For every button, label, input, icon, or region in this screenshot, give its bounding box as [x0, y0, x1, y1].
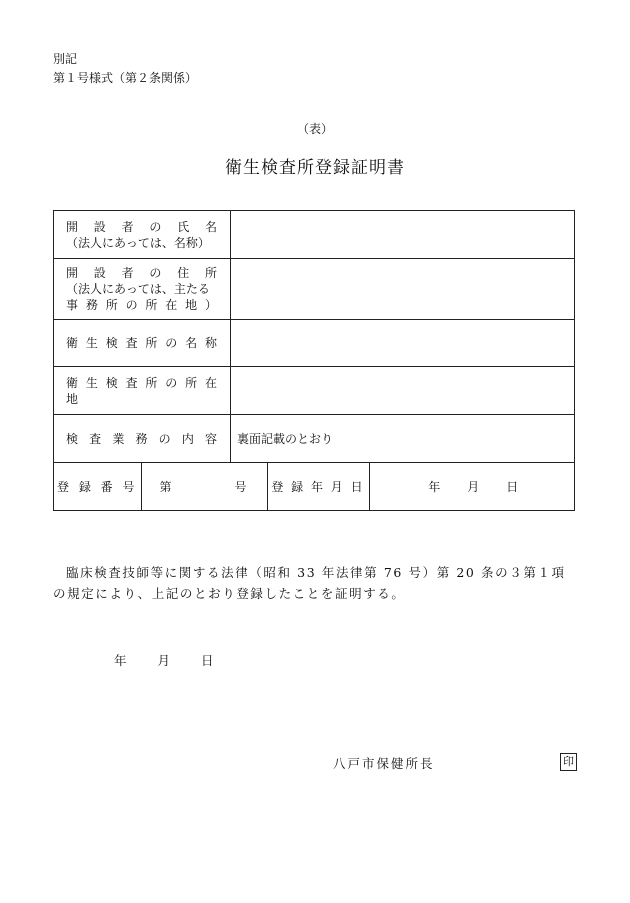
row-lab-location [54, 367, 575, 415]
inspection-work-value[interactable]: 裏面記載のとおり [231, 415, 575, 463]
founder-address-label-line2: （法人にあっては、主たる [66, 282, 210, 296]
issue-date [114, 651, 214, 669]
founder-name-label [54, 211, 231, 259]
registration-date-day: 日 [506, 480, 519, 494]
certification-statement: 臨床検査技師等に関する法律（昭和 33 年法律第 76 号）第 20 条の３第１項の規定により、上記のとおり登録したことを証明する。 [53, 565, 566, 601]
registration-date-month: 月 [467, 480, 480, 494]
founder-address-label-line3: 事 務 所 の 所 在 地 ） [66, 298, 218, 312]
annex-label: 別記 [53, 52, 78, 66]
registration-date-field[interactable] [369, 463, 575, 510]
registration-number-field[interactable] [141, 463, 267, 510]
row-inspection-work [54, 415, 575, 463]
founder-address-value[interactable] [231, 259, 575, 320]
side-label: （表） [296, 122, 333, 136]
lab-name-value[interactable] [231, 320, 575, 367]
issue-date-year: 年 [114, 653, 127, 668]
form-number: 第１号様式（第２条関係） [53, 71, 198, 85]
seal-mark: 印 [560, 753, 577, 771]
issue-date-month: 月 [157, 653, 171, 668]
inspection-work-label-cell [54, 415, 231, 463]
registration-date-label: 登 録 年 月 日 [267, 463, 369, 510]
lab-name-label: 衛 生 検 査 所 の 名 称 [66, 336, 218, 350]
registration-subtable [54, 463, 575, 510]
registration-form-table [53, 210, 575, 511]
registration-number-suffix: 号 [234, 480, 247, 494]
founder-name-value[interactable] [231, 211, 575, 259]
issuer-name: 八戸市保健所長 [333, 756, 435, 771]
founder-address-label [54, 259, 231, 320]
founder-name-label-line2: （法人にあっては、名称） [66, 235, 210, 250]
registration-date-year: 年 [428, 480, 441, 494]
founder-address-label-line1: 開 設 者 の 住 所 [66, 266, 218, 280]
founder-name-label-line1: 開 設 者 の 氏 名 [66, 219, 218, 234]
row-registration [54, 463, 575, 511]
lab-location-label: 衛 生 検 査 所 の 所 在 地 [66, 375, 218, 406]
row-founder-name [54, 211, 575, 259]
registration-number-prefix: 第 [159, 480, 172, 494]
lab-name-label-cell [54, 320, 231, 367]
row-lab-name [54, 320, 575, 367]
lab-location-value[interactable] [231, 367, 575, 415]
registration-cell [54, 463, 575, 511]
page-title: 衛生検査所登録証明書 [225, 158, 405, 178]
registration-number-label: 登 録 番 号 [57, 480, 138, 494]
row-founder-address [54, 259, 575, 320]
inspection-work-label: 検 査 業 務 の 内 容 [66, 431, 218, 446]
issue-date-day: 日 [201, 653, 214, 668]
lab-location-label-cell [54, 367, 231, 415]
